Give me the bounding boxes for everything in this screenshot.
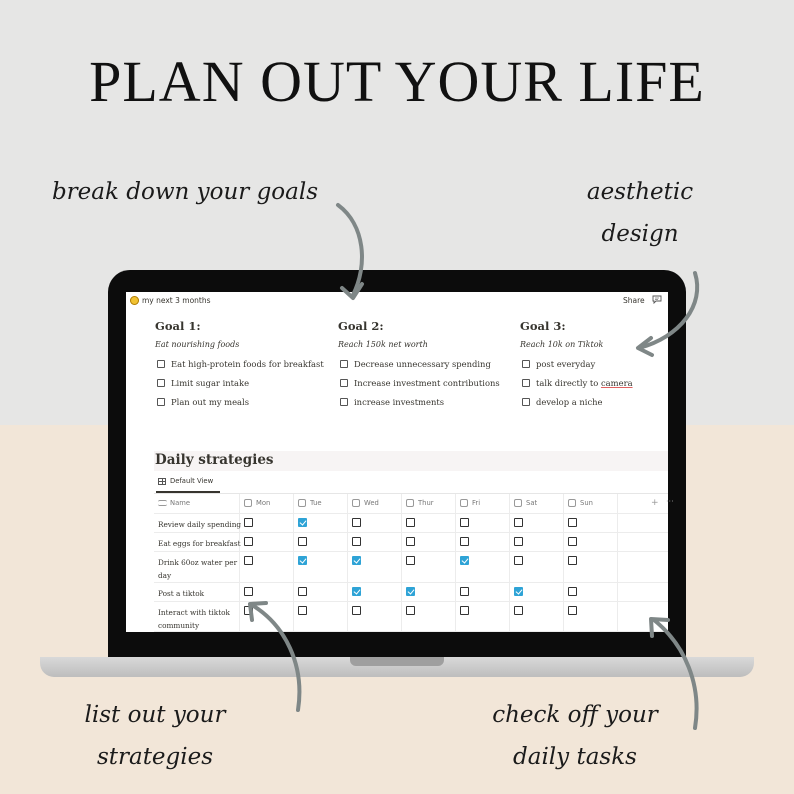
column-header-tue[interactable] xyxy=(294,494,348,513)
checkbox-property-icon xyxy=(514,499,522,507)
day-cell xyxy=(564,601,618,631)
day-cell xyxy=(456,551,510,582)
strategy-name: Review daily spending xyxy=(158,520,242,529)
todo-label[interactable]: increase investments xyxy=(354,397,445,407)
column-header-label: Sun xyxy=(580,499,593,507)
checkbox-property-icon xyxy=(244,499,252,507)
unchecked-checkbox[interactable] xyxy=(352,537,361,546)
share-button[interactable]: Share xyxy=(623,296,645,305)
column-header-label: Thur xyxy=(418,499,434,507)
todo-checkbox[interactable] xyxy=(157,360,165,368)
day-cell xyxy=(240,513,294,532)
checkbox-property-icon xyxy=(352,499,360,507)
day-cell xyxy=(510,513,564,532)
text-property-icon xyxy=(158,500,167,506)
note-tasks-line2: daily tasks xyxy=(513,744,637,770)
column-header-sat[interactable] xyxy=(510,494,564,513)
unchecked-checkbox[interactable] xyxy=(460,587,469,596)
add-property-icon[interactable]: + xyxy=(651,498,659,508)
column-header-fri[interactable] xyxy=(456,494,510,513)
todo-item xyxy=(338,393,513,412)
strategy-name: Drink 60oz water per day xyxy=(158,558,238,580)
checkbox-property-icon xyxy=(406,499,414,507)
column-header-wed[interactable] xyxy=(348,494,402,513)
unchecked-checkbox[interactable] xyxy=(568,606,577,615)
day-cell xyxy=(348,601,402,631)
day-cell xyxy=(240,532,294,551)
note-strategies-line2: strategies xyxy=(96,744,214,770)
column-header-label: Wed xyxy=(364,499,379,507)
goal-subtitle: Reach 150k net worth xyxy=(338,340,428,349)
checked-checkbox[interactable] xyxy=(406,587,415,596)
unchecked-checkbox[interactable] xyxy=(460,518,469,527)
table-icon xyxy=(158,478,166,485)
table-row xyxy=(154,582,668,602)
unchecked-checkbox[interactable] xyxy=(568,587,577,596)
more-options-icon[interactable]: ··· xyxy=(666,497,674,506)
unchecked-checkbox[interactable] xyxy=(460,606,469,615)
column-header-thur[interactable] xyxy=(402,494,456,513)
sunflower-icon xyxy=(130,296,139,305)
day-cell xyxy=(294,551,348,582)
todo-label[interactable]: Decrease unnecessary spending xyxy=(354,359,491,369)
day-cell xyxy=(402,601,456,631)
day-cell xyxy=(402,513,456,532)
day-cell xyxy=(348,513,402,532)
laptop-notch xyxy=(350,657,444,666)
day-cell xyxy=(402,551,456,582)
day-cell xyxy=(510,582,564,601)
todo-checkbox[interactable] xyxy=(340,379,348,387)
todo-item xyxy=(155,355,330,374)
day-cell xyxy=(564,513,618,532)
note-strategies-line1: list out your xyxy=(84,702,226,728)
strategy-name: Interact with tiktok community xyxy=(158,608,230,630)
name-cell[interactable] xyxy=(154,601,240,631)
checked-checkbox[interactable] xyxy=(352,587,361,596)
todo-label[interactable]: develop a niche xyxy=(536,397,603,407)
day-cell xyxy=(294,513,348,532)
day-cell xyxy=(402,582,456,601)
todo-checkbox[interactable] xyxy=(157,379,165,387)
unchecked-checkbox[interactable] xyxy=(514,556,523,565)
day-cell xyxy=(510,532,564,551)
arrow-to-design xyxy=(625,265,710,360)
day-cell xyxy=(348,532,402,551)
unchecked-checkbox[interactable] xyxy=(352,606,361,615)
goal-subtitle: Reach 10k on Tiktok xyxy=(520,340,604,349)
name-cell[interactable] xyxy=(154,551,240,582)
day-cell xyxy=(402,532,456,551)
todo-item xyxy=(155,374,330,393)
day-cell xyxy=(510,551,564,582)
note-design-line1: aesthetic xyxy=(586,179,694,205)
page-breadcrumb-title[interactable]: my next 3 months xyxy=(142,296,211,305)
checked-checkbox[interactable] xyxy=(460,556,469,565)
unchecked-checkbox[interactable] xyxy=(406,556,415,565)
todo-label[interactable]: Plan out my meals xyxy=(171,397,250,407)
arrow-to-strategies xyxy=(240,595,315,715)
day-cell xyxy=(456,582,510,601)
note-design-line2: design xyxy=(601,221,679,247)
checked-checkbox[interactable] xyxy=(298,556,307,565)
unchecked-checkbox[interactable] xyxy=(244,537,253,546)
todo-item xyxy=(155,393,330,412)
table-row xyxy=(154,551,668,583)
unchecked-checkbox[interactable] xyxy=(406,537,415,546)
goal-title: Goal 2: xyxy=(338,319,384,333)
top-bar xyxy=(126,292,668,310)
goal-title: Goal 1: xyxy=(155,319,201,333)
unchecked-checkbox[interactable] xyxy=(514,606,523,615)
todo-label[interactable]: Limit sugar intake xyxy=(171,378,250,388)
arrow-to-goals xyxy=(320,195,380,310)
day-cell xyxy=(456,601,510,631)
strategy-name: Post a tiktok xyxy=(158,589,205,598)
goal-column-1 xyxy=(155,319,330,412)
note-break-down-goals xyxy=(40,171,330,213)
checked-checkbox[interactable] xyxy=(514,587,523,596)
todo-label[interactable]: Increase investment contributions xyxy=(354,378,500,388)
arrow-to-tasks xyxy=(640,610,715,735)
note-aesthetic-design xyxy=(560,171,720,255)
day-cell xyxy=(510,601,564,631)
day-cell xyxy=(456,532,510,551)
day-cell xyxy=(456,513,510,532)
todo-checkbox[interactable] xyxy=(522,398,530,406)
goal-subtitle: Eat nourishing foods xyxy=(155,340,240,349)
column-header-sun[interactable] xyxy=(564,494,618,513)
note-goals-text: break down your goals xyxy=(51,179,319,205)
default-view-label: Default View xyxy=(170,477,214,485)
todo-label[interactable]: talk directly to camera xyxy=(536,378,633,388)
todo-label[interactable]: post everyday xyxy=(536,359,596,369)
checked-checkbox[interactable] xyxy=(298,518,307,527)
unchecked-checkbox[interactable] xyxy=(406,606,415,615)
unchecked-checkbox[interactable] xyxy=(514,537,523,546)
day-cell xyxy=(294,532,348,551)
column-header-label: Tue xyxy=(310,499,322,507)
todo-item xyxy=(338,355,513,374)
goal-column-2 xyxy=(338,319,513,412)
unchecked-checkbox[interactable] xyxy=(568,556,577,565)
day-cell xyxy=(564,551,618,582)
checked-checkbox[interactable] xyxy=(352,556,361,565)
column-header-label: Sat xyxy=(526,499,538,507)
day-cell xyxy=(564,532,618,551)
day-cell xyxy=(348,551,402,582)
table-row xyxy=(154,601,668,632)
todo-item xyxy=(520,374,695,393)
todo-checkbox[interactable] xyxy=(522,379,530,387)
day-cell xyxy=(348,582,402,601)
unchecked-checkbox[interactable] xyxy=(298,537,307,546)
daily-strategies-title: Daily strategies xyxy=(155,452,274,468)
column-header-label: Mon xyxy=(256,499,271,507)
table-header-row xyxy=(154,494,674,514)
column-header-label: Fri xyxy=(472,499,481,507)
unchecked-checkbox[interactable] xyxy=(244,556,253,565)
notion-page xyxy=(126,292,674,632)
table-row xyxy=(154,513,668,533)
unchecked-checkbox[interactable] xyxy=(244,518,253,527)
table-row xyxy=(154,532,668,552)
name-cell[interactable] xyxy=(154,582,240,601)
name-cell[interactable] xyxy=(154,513,240,532)
note-tasks-line1: check off your xyxy=(492,702,658,728)
unchecked-checkbox[interactable] xyxy=(352,518,361,527)
unchecked-checkbox[interactable] xyxy=(406,518,415,527)
todo-item xyxy=(520,393,695,412)
note-list-strategies xyxy=(60,694,250,778)
checkbox-property-icon xyxy=(460,499,468,507)
column-header-label: Name xyxy=(170,499,191,507)
todo-item xyxy=(338,374,513,393)
column-header-mon[interactable] xyxy=(240,494,294,513)
name-cell[interactable] xyxy=(154,532,240,551)
todo-checkbox[interactable] xyxy=(157,398,165,406)
todo-label[interactable]: Eat high-protein foods for breakfast xyxy=(171,359,324,369)
day-cell xyxy=(564,582,618,601)
strategy-name: Eat eggs for breakfast xyxy=(158,539,241,548)
unchecked-checkbox[interactable] xyxy=(460,537,469,546)
todo-checkbox[interactable] xyxy=(340,360,348,368)
todo-checkbox[interactable] xyxy=(340,398,348,406)
todo-checkbox[interactable] xyxy=(522,360,530,368)
checkbox-property-icon xyxy=(298,499,306,507)
headline: PLAN OUT YOUR LIFE xyxy=(89,49,705,114)
goal-title: Goal 3: xyxy=(520,319,566,333)
unchecked-checkbox[interactable] xyxy=(568,518,577,527)
checkbox-property-icon xyxy=(568,499,576,507)
unchecked-checkbox[interactable] xyxy=(514,518,523,527)
day-cell xyxy=(240,551,294,582)
unchecked-checkbox[interactable] xyxy=(568,537,577,546)
column-header-name[interactable] xyxy=(154,494,240,513)
